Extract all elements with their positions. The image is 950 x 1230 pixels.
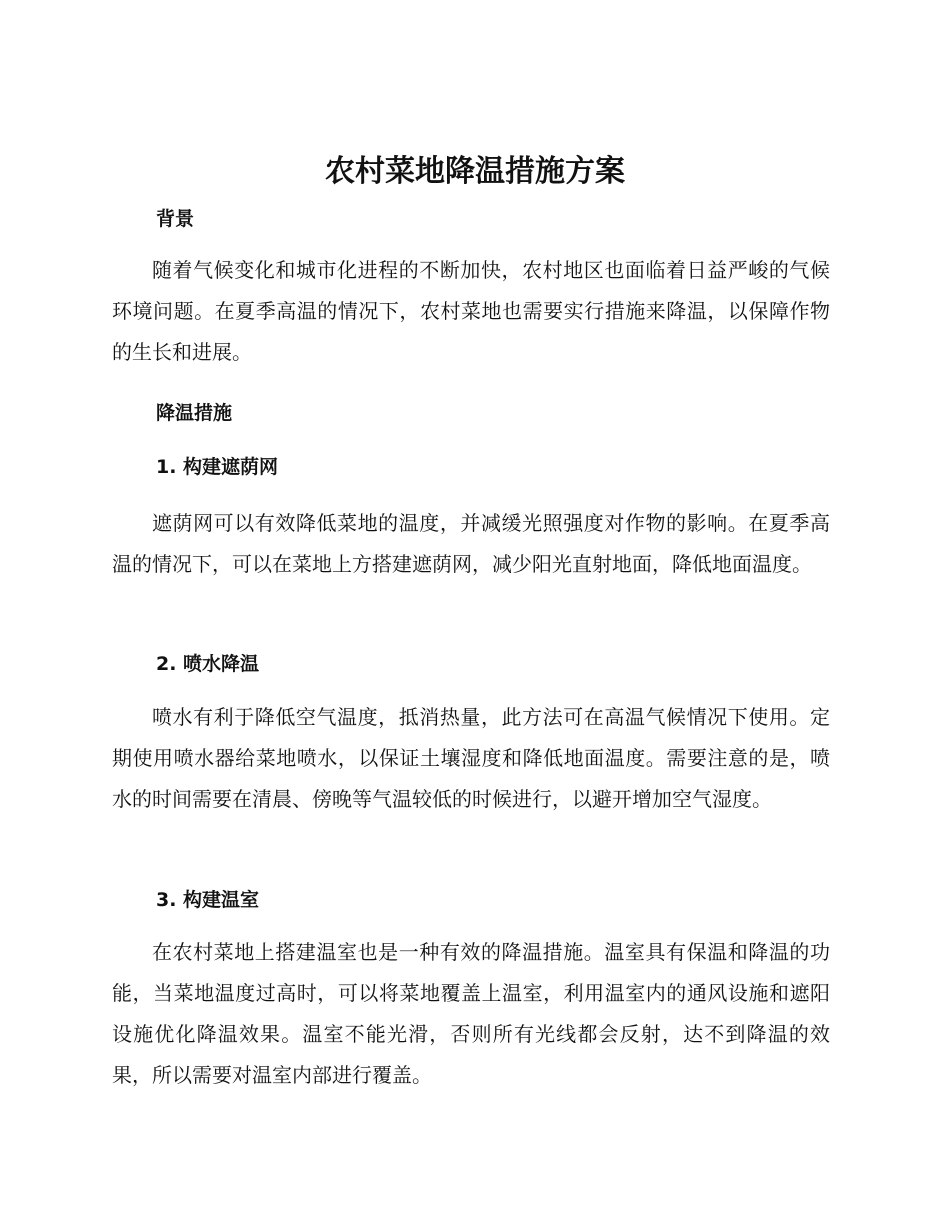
measure-paragraph-1: 遮荫网可以有效降低菜地的温度，并减缓光照强度对作物的影响。在夏季高温的情况下，可以在菜地上方搭建遮荫网，减少阳光直射地面，降低地面温度。 <box>112 511 830 576</box>
measure-paragraph-2: 喷水有利于降低空气温度，抵消热量，此方法可在高温气候情况下使用。定期使用喷水器给菜地喷水，以保证土壤湿度和降低地面温度。需要注意的是，喷水的时间需要在清晨、傍晚等气温较低的时候进行，以避开增加空气湿度。 <box>112 705 830 811</box>
measure-heading-1: 1. 构建遮荫网 <box>156 456 279 478</box>
document-title: 农村菜地降温措施方案 <box>325 154 625 189</box>
measure-heading-2: 2. 喷水降温 <box>156 653 260 675</box>
section-heading-background: 背景 <box>156 208 195 230</box>
measure-paragraph-3: 在农村菜地上搭建温室也是一种有效的降温措施。温室具有保温和降温的功能，当菜地温度过高时，可以将菜地覆盖上温室，利用温室内的通风设施和遮阳设施优化降温效果。温室不能光滑，否则所有光线都会反射，达不到降温的效果，所以需要对温室内部进行覆盖。 <box>112 940 830 1087</box>
section-heading-measures: 降温措施 <box>156 402 233 424</box>
measure-heading-3: 3. 构建温室 <box>156 889 260 911</box>
background-paragraph: 随着气候变化和城市化进程的不断加快，农村地区也面临着日益严峻的气候环境问题。在夏季高温的情况下，农村菜地也需要实行措施来降温，以保障作物的生长和进展。 <box>112 258 830 364</box>
